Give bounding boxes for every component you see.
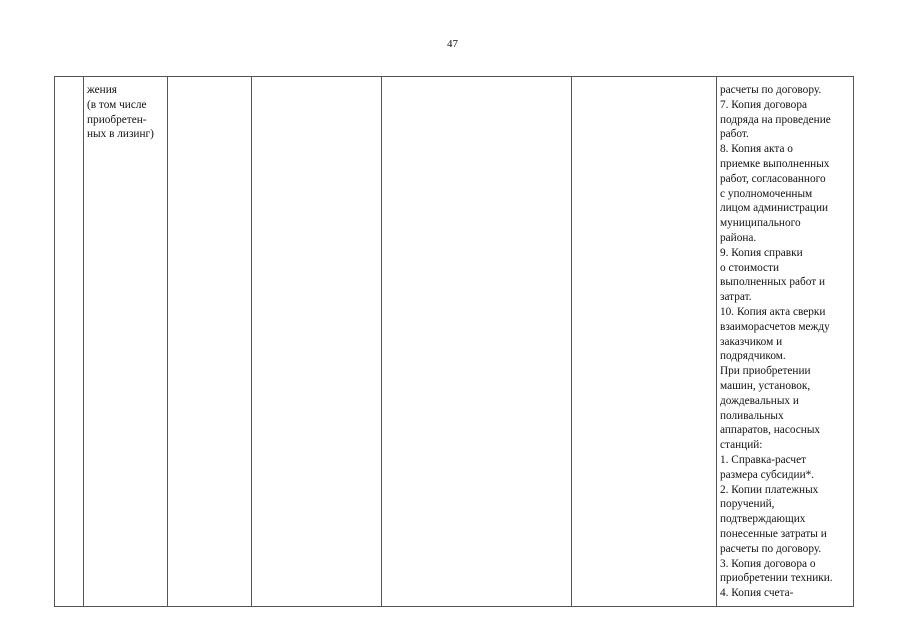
table-row xyxy=(55,77,854,607)
cell-line: 7. Копия договора xyxy=(720,98,807,111)
table-cell-empty xyxy=(252,77,382,607)
cell-line: 9. Копия справки xyxy=(720,246,803,259)
cell-line: приобретен- xyxy=(87,113,147,126)
cell-line: поливальных xyxy=(720,409,784,422)
cell-line: понесенные затраты и xyxy=(720,527,827,540)
cell-line: лицом администрации xyxy=(720,202,829,215)
cell-line: заказчиком и xyxy=(720,335,783,348)
cell-line: о стоимости xyxy=(720,261,780,274)
cell-line: работ. xyxy=(720,128,749,141)
table-cell-empty xyxy=(382,77,572,607)
cell-line: станций: xyxy=(720,439,763,452)
cell-line: приобретении техники. xyxy=(720,572,833,585)
cell-line: жения xyxy=(87,84,117,96)
cell-line: подряда на проведение xyxy=(720,113,831,126)
cell-line: расчеты по договору. xyxy=(720,542,822,555)
cell-line: взаиморасчетов между xyxy=(720,320,830,333)
cell-line: подтверждающих xyxy=(720,513,806,526)
cell-line: 8. Копия акта о xyxy=(720,143,793,156)
cell-line: При приобретении xyxy=(720,365,811,378)
cell-line: приемке выполненных xyxy=(720,157,830,170)
page-number: 47 xyxy=(447,38,458,50)
cell-line: 1. Справка-расчет xyxy=(720,453,807,466)
cell-line: (в том числе xyxy=(87,98,147,111)
cell-line: муниципального xyxy=(720,217,801,230)
cell-line: ных в лизинг) xyxy=(87,128,154,141)
table-cell-empty xyxy=(168,77,252,607)
cell-line: размера субсидии*. xyxy=(720,468,815,481)
cell-line: дождевальных и xyxy=(720,394,799,407)
table-cell-number xyxy=(55,77,84,607)
cell-line: машин, установок, xyxy=(720,379,811,392)
cell-line: района. xyxy=(720,231,757,244)
table-cell-empty xyxy=(572,77,717,607)
cell-line: поручений, xyxy=(720,498,775,511)
cell-line: с уполномоченным xyxy=(720,187,813,200)
cell-line: 3. Копия договора о xyxy=(720,557,816,570)
cell-line: выполненных работ и xyxy=(720,276,826,289)
cell-line: затрат. xyxy=(720,291,752,304)
cell-line: аппаратов, насосных xyxy=(720,424,821,437)
cell-line: 2. Копии платежных xyxy=(720,483,819,496)
table-cell-description xyxy=(84,77,168,607)
document-table xyxy=(54,76,854,607)
cell-line: подрядчиком. xyxy=(720,350,786,363)
cell-line: 4. Копия счета- xyxy=(720,587,794,600)
cell-line: работ, согласованного xyxy=(720,172,826,185)
table-cell-documents xyxy=(717,77,854,607)
cell-line: расчеты по договору. xyxy=(720,84,822,96)
cell-line: 10. Копия акта сверки xyxy=(720,305,826,318)
